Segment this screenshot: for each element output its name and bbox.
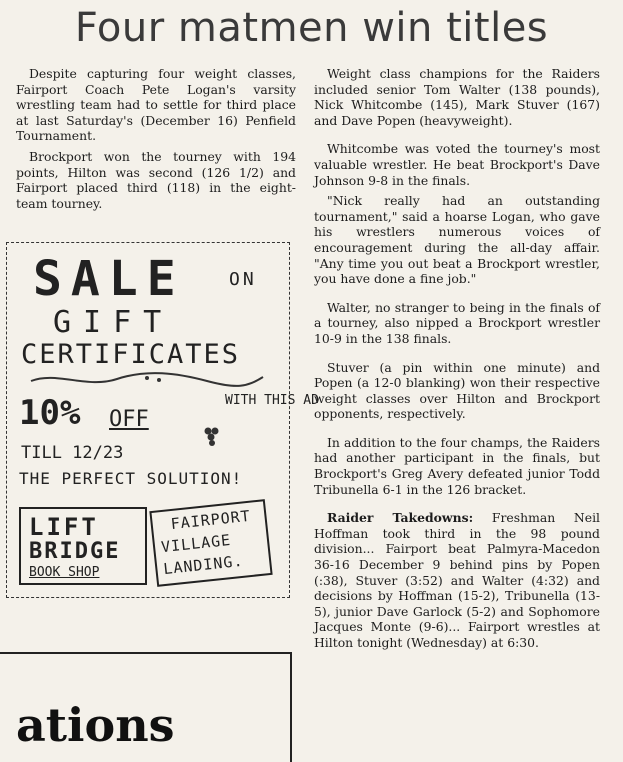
right-column bbox=[314, 66, 600, 656]
ad-certificates-text: CERTIFICATES bbox=[21, 339, 241, 370]
paragraph: Walter, no stranger to being in the finals of a tourney, also nipped a Brockport wrestler 10-9 in the 138 finals. bbox=[314, 299, 600, 346]
fairport-village-landing-logo bbox=[149, 499, 272, 587]
ad-lift-text: LIFT bbox=[29, 513, 99, 541]
paragraph: Despite capturing four weight classes, Fairport Coach Pete Logan's varsity wrestling team had to settle for third place at last Saturday's (December 16) Penfield Tournament. bbox=[16, 66, 296, 144]
article-headline: Four matmen win titles bbox=[74, 5, 549, 51]
ad-perfect-solution-text: THE PERFECT SOLUTION! bbox=[19, 469, 243, 488]
paragraph: Whitcombe was voted the tourney's most valuable wrestler. He beat Brockport's Dave Johnson 9-8 in the finals. bbox=[314, 141, 600, 188]
paragraph: "Nick really had an outstanding tournament," said a hoarse Logan, who gave his wrestlers numerous voices of encouragement during the all-day affair. "Any time you out beat a Brockport wrestler, you have done a fine job." bbox=[314, 193, 600, 287]
promo-fragment-text: ations bbox=[16, 698, 175, 752]
paragraph: Weight class champions for the Raiders included senior Tom Walter (138 pounds), Nick Whitcombe (145), Mark Stuver (167) and Dave Popen (heavyweight). bbox=[314, 66, 600, 128]
takedowns-text: Freshman Neil Hoffman took third in the 98 pound division... Fairport beat Palmyra-Macedon 36-16 December 9 behind pins by Popen (:38), Stuver (3:52) and Walter (4:32) and decisions by Hoffman (15-2), Tribunella (13-5), junior Dave Garlock (5-2) and Sophomore Jacques Monte (9-6)... Fairport wrestles at Hilton tonight (Wednesday) at 6:30. bbox=[314, 510, 600, 650]
gift-certificate-advertisement bbox=[6, 242, 319, 598]
paragraph: Brockport won the tourney with 194 points, Hilton was second (126 1/2) and Fairport placed third (118) in the eight-team tourney. bbox=[16, 148, 296, 211]
cropped-promo-box bbox=[0, 652, 292, 762]
ad-village-text: VILLAGE bbox=[160, 530, 232, 557]
ad-on-text: ON bbox=[229, 269, 257, 290]
paragraph: In addition to the four champs, the Raiders had another participant in the finals, but Brockport's Greg Avery defeated junior Todd Tribunella 6-1 in the 126 bracket. bbox=[314, 434, 600, 497]
ad-sale-text: SALE bbox=[33, 251, 185, 307]
ad-book-shop-text: BOOK SHOP bbox=[29, 565, 100, 580]
ad-off-text: OFF bbox=[109, 407, 149, 432]
ad-bridge-text: BRIDGE bbox=[29, 539, 121, 564]
ad-fairport-text: FAIRPORT bbox=[169, 506, 252, 534]
takedowns-paragraph bbox=[314, 510, 600, 650]
ad-with-this-ad-text: WITH THIS AD bbox=[225, 393, 319, 408]
grapes-icon bbox=[201, 423, 223, 449]
takedowns-label: Raider Takedowns: bbox=[327, 510, 474, 526]
ad-till-text: TILL 12/23 bbox=[21, 443, 124, 463]
left-column bbox=[16, 66, 296, 216]
ad-gift-text: GIFT bbox=[53, 305, 174, 340]
ad-percent-text: 10% bbox=[19, 393, 81, 433]
lift-bridge-book-shop-logo bbox=[19, 507, 147, 585]
ad-squiggle-decoration bbox=[27, 369, 267, 389]
ad-landing-text: LANDING. bbox=[162, 551, 245, 579]
paragraph: Stuver (a pin within one minute) and Popen (a 12-0 blanking) won their respective weight classes over Hilton and Brockport opponents, respectively. bbox=[314, 359, 600, 422]
